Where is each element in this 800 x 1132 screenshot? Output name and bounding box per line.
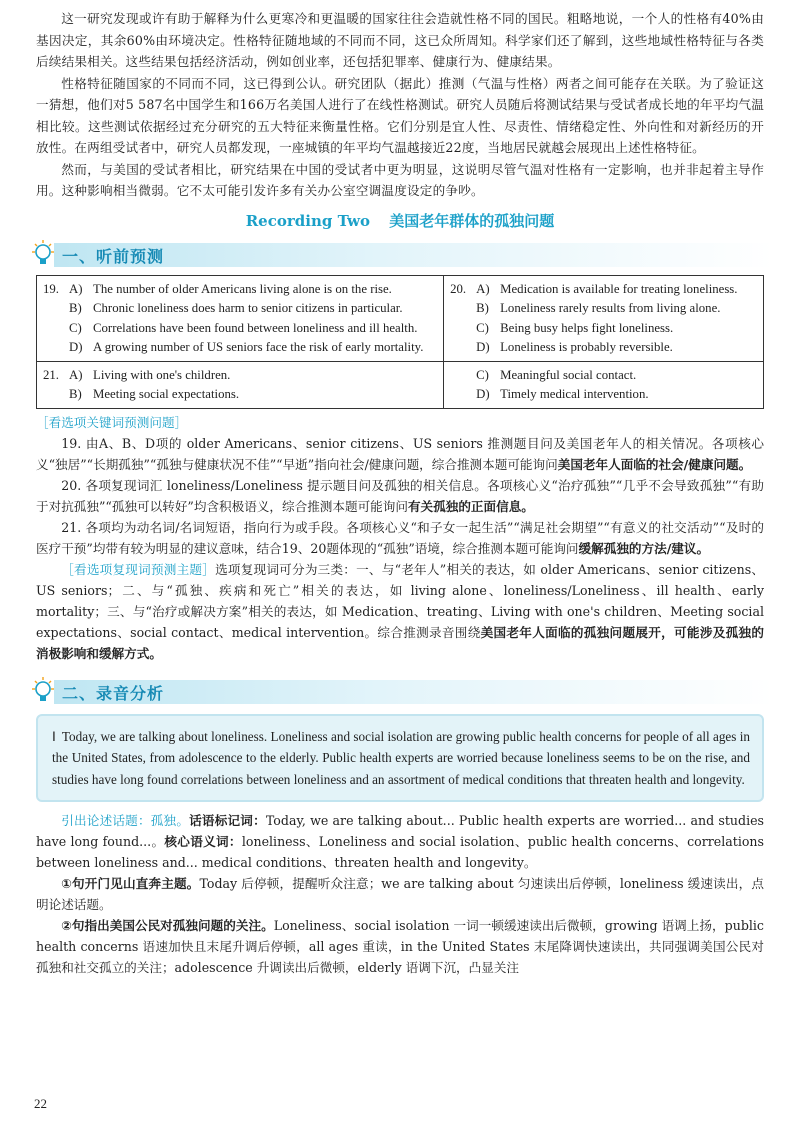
recording-breakdown [36,810,764,978]
option-text: Correlations have been found between loneliness and ill health. [93,320,418,335]
marker-text: Today, we are talking about... Public health experts are worried... and studies have long found...。 [36,813,765,849]
sentence-key: ②句指出美国公民对孤独问题的关注。 [61,918,274,933]
question-19-option-d [43,338,437,358]
transcript-text: Today, we are talking about loneliness. Loneliness and social isolation are growing public health concerns for people of all ages in the United States, from adolescence to the elderly. Public health experts are worried because loneliness seems to be on the rise, and studies have long found correlations between loneliness and an assortment of medical conditions that threaten health and longevity. [52,728,750,787]
section-label: 一、听前预测 [62,246,165,266]
analysis-key: 有关孤独的正面信息。 [407,498,534,514]
transcript-number: Ⅰ [52,728,56,744]
option-letter: B) [69,301,82,315]
recording-title-cn: 美国老年群体的孤独问题 [389,211,555,230]
analysis-theme [36,559,764,664]
options-table [36,275,764,409]
option-letter: B) [69,387,82,401]
tag-keywords [36,412,764,433]
marker-label: 话语标记词： [189,813,266,828]
sentence-text: Loneliness、social isolation 一词一顿缓速读出后微顿，growing 语调上扬，public health concerns 语速加快且末尾升调后停顿，all ages 重读，in the United States 末尾降调快速读出，共同强调美国公民对孤独和社交孤立的关注；adolescence 升调读出后微顿，elderly 语调下沉，凸显关注 [36,918,764,975]
core-text: loneliness、Loneliness and social isolation、public health concerns、correlations between loneliness and... medical conditions、threaten health and longevity。 [36,834,764,870]
question-19-option-b [43,299,437,319]
prediction-analysis [36,412,764,664]
analysis-text: 21. 各项均为动名词/名词短语，指向行为或手段。各项核心义“和子女一起生活”“满足社会期望”“有意义的社交活动”“及时的医疗干预”均带有较为明显的建议意味，结合19、20题体现的“孤独”语境，综合推测本题可能询问 [36,519,764,556]
question-number: 19. [43,281,59,296]
question-number: 21. [43,367,59,382]
lightbulb-icon [28,676,58,706]
option-letter: D) [69,340,83,354]
breakdown-lead [36,810,764,873]
lightbulb-icon [28,239,58,269]
question-21-option-b [43,385,437,405]
tag-label: ［看选项复现词预测主题］ [61,561,216,577]
sentence-key: ①句开门见山直奔主题。 [61,876,200,891]
question-number: 20. [450,281,467,296]
option-text: Being busy helps fight loneliness. [500,320,674,335]
section-heading-prediction [28,239,764,269]
section-label: 二、录音分析 [62,683,165,703]
sentence-text: Today 后停顿，提醒听众注意；we are talking about 匀速读出后停顿，loneliness 缓速读出，点明论述话题。 [36,876,764,912]
question-19-cell [37,275,444,361]
analysis-text: 选项复现词可分为三类：一、与“老年人”相关的表达，如 older Americans、senior citizens、US seniors；二、与“孤独、疾病和死亡”相关的表达，如 living alone、loneliness/Loneliness、ill health、early mortality；三、与“治疗或解决方案”相关的表达，如 Medication、treating、Living with one's children、Meeting social expectations、social contact、medical intervention。综合推测录音围绕 [36,561,764,640]
question-20-option-c [450,319,757,339]
option-text: Medication is available for treating loneliness. [500,281,738,296]
option-letter: C) [69,320,82,335]
analysis-key: 缓解孤独的方法/建议。 [578,540,710,556]
intro-paragraph-2: 性格特征随国家的不同而不同，这已得到公认。研究团队（据此）推测（气温与性格）两者之间可能存在关联。为了验证这一猜想，他们对5 587名中国学生和166万名美国人进行了在线性格测试。研究人员随后将测试结果与受试者成长地的年平均气温相比较。这些测试依据经过充分研究的五大特征来衡量性格。它们分别是宜人性、尽责性、情绪稳定性、外向性和对新经历的开放性。在两组受试者中，研究人员都发现，一座城镇的年平均气温越接近22度，当地居民就越会展现出上述性格特征。 [36,75,764,155]
question-21-left-cell [37,361,444,408]
analysis-key: 美国老年人面临的孤独问题展开，可能涉及孤独的消极影响和缓解方式。 [36,624,765,661]
option-letter: D) [476,387,490,401]
question-20-cell [444,275,764,361]
question-21-option-d [450,385,757,405]
lead-tag: 引出论述话题：孤独。 [61,813,190,828]
option-text: Meeting social expectations. [93,387,240,401]
option-text: A growing number of US seniors face the risk of early mortality. [93,340,424,354]
intro-paragraph-3: 然而，与美国的受试者相比，研究结果在中国的受试者中更为明显，这说明尽管气温对性格有一定影响，也并非起着主导作用。这种影响相当微弱。它不太可能引发许多有关办公室空调温度设定的争吵。 [36,161,764,198]
intro-paragraph-1: 这一研究发现或许有助于解释为什么更寒冷和更温暖的国家往往会造就性格不同的国民。粗略地说，一个人的性格有40%由基因决定，其余60%由环境决定。性格特征随地域的不同而不同，这已众所周知。科学家们还了解到，这些地域性格特征与各类后续结果相关。这些结果包括经济活动，例如创业率，还包括犯罪率、健康行为、健康结果。 [36,11,764,69]
option-letter: C) [476,367,489,382]
core-label: 核心语义词： [164,834,242,849]
option-text: Living with one's children. [93,367,231,382]
option-letter: C) [476,320,489,335]
recording-title [36,210,764,231]
page-number: 22 [34,1096,47,1111]
analysis-key: 美国老年人面临的社会/健康问题。 [557,456,752,472]
option-letter: A) [69,367,83,382]
option-text: Timely medical intervention. [500,387,649,401]
option-letter: D) [476,340,490,354]
analysis-21 [36,517,764,559]
option-text: Loneliness rarely results from living alone. [500,301,721,315]
question-20-option-b [450,299,757,319]
tag-label: ［看选项关键词预测问题］ [36,414,188,430]
recording-title-en: Recording Two [245,211,371,230]
question-21-option-a [43,366,437,386]
option-text: Meaningful social contact. [500,367,637,382]
analysis-20 [36,475,764,517]
option-letter: A) [69,281,83,296]
transcript-box [36,714,764,803]
option-text: Loneliness is probably reversible. [500,340,673,354]
option-letter: A) [476,281,490,296]
question-20-option-a [450,280,757,300]
section-heading-analysis [28,676,764,706]
breakdown-sentence-1 [36,873,764,915]
analysis-text: 20. 各项复现词汇 loneliness/Loneliness 提示题目问及孤独的相关信息。各项核心义“治疗孤独”“几乎不会导致孤独”“有助于对抗孤独”“孤独可以转好”均含积极语义，综合推测本题可能询问 [36,477,764,514]
analysis-text: 19. 由A、B、D项的 older Americans、senior citizens、US seniors 推测题目问及美国老年人的相关情况。各项核心义“独居”“长期孤独”“孤独与健康状况不佳”“早逝”指向社会/健康问题，综合推测本题可能询问 [36,435,764,472]
question-21-option-c [450,366,757,386]
option-text: The number of older Americans living alone is on the rise. [93,281,392,296]
option-letter: B) [476,301,489,315]
question-21-right-cell [444,361,764,408]
question-19-option-c [43,319,437,339]
analysis-19 [36,433,764,475]
question-20-option-d [450,338,757,358]
page-content [36,8,764,978]
option-text: Chronic loneliness does harm to senior citizens in particular. [93,301,403,315]
breakdown-sentence-2 [36,915,764,978]
question-19-option-a [43,280,437,300]
